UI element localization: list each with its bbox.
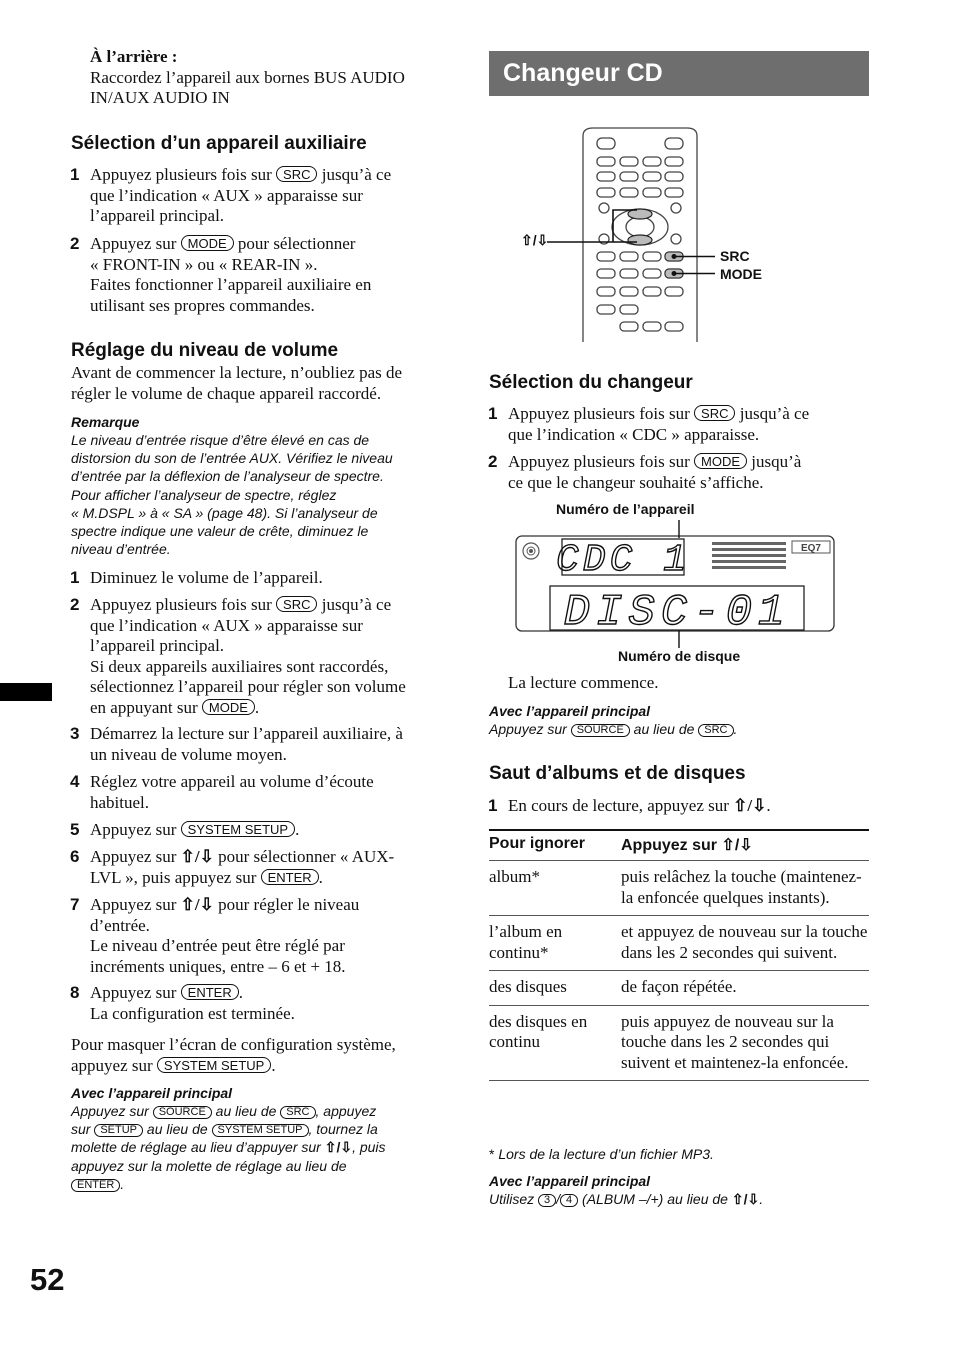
rear-title: À l’arrière : [90,47,178,66]
vol-step-6 [70,847,460,888]
table-cell: album* [489,861,621,916]
step-text: utilisant ses propres commandes. [90,295,315,315]
step-text: l’appareil principal. [90,206,225,225]
step-text: Le niveau d’entrée peut être réglé par [90,936,345,955]
display-top-text: CDC 1 [555,539,691,582]
up-down-arrows-icon: ⇧/⇩ [180,847,214,866]
main-unit-note-3 [489,1172,869,1208]
src-key: SRC [276,596,317,612]
system-setup-key: SYSTEM SETUP [181,821,295,837]
mode-key: MODE [181,235,234,251]
intro-line: Avant de commencer la lecture, n’oubliez pas de [71,363,403,382]
step-text: habituel. [90,792,150,812]
step-text: jusqu’à [751,452,802,471]
step-text: Appuyez plusieurs fois sur [508,404,690,423]
note-text: , tournez la [308,1121,378,1138]
source-key: SOURCE [153,1106,212,1119]
system-setup-key: SYSTEM SETUP [157,1057,271,1073]
step-text: pour sélectionner [237,234,356,253]
up-down-arrows-icon: ⇧/⇩ [324,1139,353,1156]
step-text: que l’indication « CDC » apparaisse. [508,424,760,444]
step-text: jusqu’à ce [321,595,392,614]
note-title: Avec l’appareil principal [71,1085,233,1101]
table-row [489,1005,869,1081]
mode-key: MODE [202,699,255,715]
key-3: 3 [538,1194,556,1207]
volume-intro [71,363,461,404]
intro-line: régler le volume de chaque appareil raccordé. [71,383,382,403]
step-text: Appuyez sur [90,820,177,839]
footnote-marker: * [489,1146,495,1162]
main-unit-note [71,1084,461,1193]
remarque-note [71,413,461,558]
step-text: Appuyez plusieurs fois sur [90,595,272,614]
note-text: sur [71,1121,91,1138]
mode-label: MODE [720,266,762,282]
note-text: / [556,1191,561,1207]
note-text: . [733,721,738,737]
vol-step-1 [70,568,460,589]
src-key: SRC [698,724,733,737]
step-text: d’entrée. [90,915,150,935]
aux-step-2 [70,234,460,316]
disc-number-label: Numéro de disque [618,648,741,664]
remarque-title: Remarque [71,414,140,430]
changer-step-2 [488,452,868,493]
enter-key: ENTER [261,869,319,885]
note-text: . [120,1175,125,1192]
note-title: Avec l’appareil principal [489,1173,651,1189]
skip-step-1 [488,796,868,817]
step-text: incréments uniques, entre – 6 et + 18. [90,956,346,976]
hide-setup-text [71,1035,461,1076]
changer-selection-heading: Sélection du changeur [489,372,693,393]
step-text: . [254,697,260,717]
step-number: 7 [70,895,80,914]
note-text: Appuyez sur [489,721,567,737]
remote-control-diagram [515,124,785,344]
step-text: LVL », puis appuyez sur [90,867,257,887]
step-text: Démarrez la lecture sur l’appareil auxiliaire, à [90,724,403,743]
page-number: 52 [30,1262,65,1297]
note-text: Appuyez sur [71,1103,149,1119]
up-down-arrows-icon: ⇧/⇩ [733,796,767,815]
table-cell: puis relâchez la touche (maintenez-la enfoncée quelques instants). [621,861,869,916]
rear-connection-block [90,47,470,109]
step-text: Appuyez plusieurs fois sur [90,165,272,184]
table-header: Pour ignorer [489,830,621,861]
header-text: Appuyez sur [621,837,718,854]
step-number: 4 [70,772,80,791]
step-text: En cours de lecture, appuyez sur [508,796,729,815]
vol-step-4 [70,772,460,813]
hide-line: . [271,1055,276,1075]
step-text: ce que le changeur souhaité s’affiche. [508,472,764,492]
step-text: Faites fonctionner l’appareil auxiliaire en [90,275,372,294]
system-setup-key: SYSTEM SETUP [212,1124,309,1137]
display-bottom-text: DISC-01 [563,588,791,638]
up-down-arrows-icon: ⇧/⇩ [731,1191,760,1207]
remarque-line: « M.DSPL » à « SA » (page 48). Si l’analyseur de [71,504,378,521]
step-text: « FRONT-IN » ou « REAR-IN ». [90,254,318,274]
step-text: . [318,867,323,887]
table-cell: l’album en continu* [489,916,621,971]
src-key: SRC [694,405,735,421]
step-text: Appuyez sur [90,847,177,866]
step-number: 6 [70,847,80,866]
step-number: 1 [70,165,80,184]
remarque-line: spectre indique une valeur de crête, diminuez le [71,523,369,540]
note-text: (ALBUM –/+) au lieu de [582,1191,728,1207]
setup-key: SETUP [94,1124,143,1137]
up-down-arrows-icon: ⇧/⇩ [721,837,753,854]
up-down-arrows-icon: ⇧/⇩ [180,895,214,914]
hide-line: Pour masquer l’écran de configuration système, [71,1035,396,1054]
step-text: . [295,820,300,839]
step-text: pour sélectionner « AUX- [218,847,395,866]
table-row [489,861,869,916]
table-header-row [489,830,869,861]
table-cell: des disques en continu [489,1005,621,1081]
remarque-line: Pour afficher l’analyseur de spectre, réglez [71,486,337,503]
note-text: appuyez sur la molette de réglage au lieu de [71,1157,347,1174]
rear-text-line: Raccordez l’appareil aux bornes BUS AUDIO [90,67,405,87]
step-number: 2 [488,452,498,471]
footnote [489,1145,714,1163]
step-text: l’appareil principal. [90,636,225,655]
remarque-body [71,431,461,558]
step-number: 1 [70,568,80,587]
step-number: 8 [70,983,80,1002]
hide-line: appuyez sur [71,1055,153,1075]
remarque-line: niveau d’entrée. [71,541,171,558]
step-text: pour régler le niveau [218,895,360,914]
table-row [489,971,869,1006]
step-text: Si deux appareils auxiliaires sont raccordés, [90,656,389,676]
volume-heading: Réglage du niveau de volume [71,340,339,361]
section-side-tab [0,683,52,701]
skip-heading: Saut d’albums et de disques [489,763,746,784]
vol-step-2 [70,595,460,718]
step-text: Appuyez sur [90,983,177,1002]
changer-step-1 [488,404,868,445]
step-text: un niveau de volume moyen. [90,744,287,764]
remarque-line: Le niveau d’entrée risque d’être élevé en cas de [71,432,370,448]
step-text: Appuyez sur [90,234,177,253]
step-text: La configuration est terminée. [90,1003,295,1023]
step-number: 1 [488,404,498,423]
note-text: au lieu de [633,721,695,737]
main-unit-note-2 [489,702,869,738]
note-text: au lieu de [215,1103,277,1119]
step-text: Appuyez sur [90,895,177,914]
step-text: . [766,796,771,815]
note-text: , puis [352,1139,386,1156]
section-title-bar: Changeur CD [489,51,869,96]
step-number: 5 [70,820,80,839]
step-text: que l’indication « AUX » apparaisse sur [90,185,363,205]
step-text: jusqu’à ce [739,404,810,423]
remarque-line: distorsion du son de l’entrée AUX. Vérifiez le niveau [71,450,393,467]
table-header [621,830,869,861]
src-label: SRC [720,248,750,264]
note-text: . [759,1191,764,1207]
step-text: . [238,983,243,1002]
note-text: molette de réglage au lieu d’appuyer sur [71,1139,321,1156]
footnote-text: Lors de la lecture d’un fichier MP3. [498,1146,714,1162]
src-key: SRC [276,166,317,182]
skip-table [489,829,869,1081]
enter-key: ENTER [71,1179,120,1192]
aux-heading: Sélection d’un appareil auxiliaire [71,133,367,154]
vol-step-8 [70,983,460,1024]
aux-step-1 [70,165,460,227]
table-cell: puis appuyez de nouveau sur la touche dans les 2 secondes qui suivent et maintenez-la enfoncée. [621,1005,869,1081]
note-text: au lieu de [146,1121,208,1138]
key-4: 4 [560,1194,578,1207]
step-number: 3 [70,724,80,743]
note-text: Utilisez [489,1191,535,1207]
step-number: 1 [488,796,498,815]
note-text: , appuyez [315,1103,377,1119]
mode-key: MODE [694,453,747,469]
step-text: sélectionnez l’appareil pour régler son volume [90,677,406,696]
step-text: jusqu’à ce [321,165,392,184]
vol-step-7 [70,895,460,977]
table-cell: des disques [489,971,621,1006]
step-text: Réglez votre appareil au volume d’écoute [90,772,374,791]
note-title: Avec l’appareil principal [489,703,651,719]
enter-key: ENTER [181,984,239,1000]
step-text: en appuyant sur [90,697,198,717]
rear-text-line: IN/AUX AUDIO IN [90,88,230,107]
playback-starts: La lecture commence. [508,673,659,692]
step-number: 2 [70,234,80,253]
remarque-line: d’entrée par la déflexion de l’analyseur de spectre. [71,468,384,485]
source-key: SOURCE [571,724,630,737]
step-number: 2 [70,595,80,614]
vol-step-5 [70,820,460,841]
unit-number-label: Numéro de l’appareil [556,501,695,517]
eq-label: EQ7 [800,543,822,554]
table-cell: et appuyez de nouveau sur la touche dans les 2 secondes qui suivent. [621,916,869,971]
display-panel-diagram [514,520,836,648]
step-text: Appuyez plusieurs fois sur [508,452,690,471]
step-text: Diminuez le volume de l’appareil. [90,568,323,587]
up-down-arrows-icon: ⇧/⇩ [521,232,549,248]
src-key: SRC [280,1106,315,1119]
step-text: que l’indication « AUX » apparaisse sur [90,615,363,635]
table-cell: de façon répétée. [621,971,869,1006]
vol-step-3 [70,724,460,765]
table-row [489,916,869,971]
